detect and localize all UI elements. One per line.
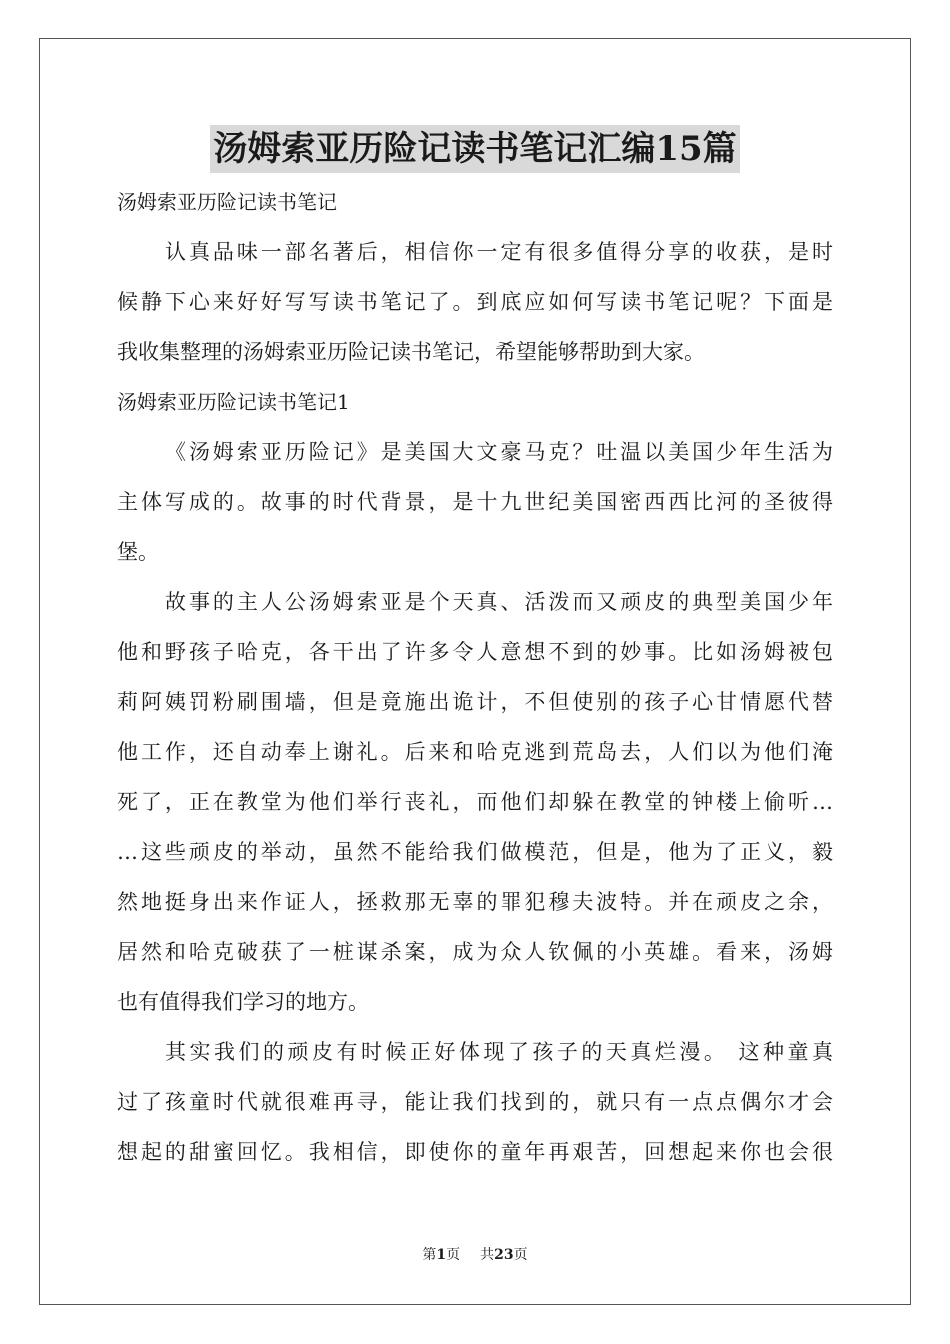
document-title: 汤姆索亚历险记读书笔记汇编15篇 [210,125,739,173]
para1-line: 主体写成的。故事的时代背景，是十九世纪美国密西西比河的圣彼得 [117,490,833,514]
page-number: 1 [436,1247,447,1263]
intro-line: 认真品味一部名著后，相信你一定有很多值得分享的收获，是时 [165,240,833,264]
para2-line: 莉阿姨罚粉刷围墙，但是竟施出诡计，不但使别的孩子心甘情愿代替 [117,690,833,714]
section-heading-1: 汤姆索亚历险记读书笔记1 [117,390,350,414]
para2-line: 也有值得我们学习的地方。 [117,990,369,1014]
para2-line: 他和野孩子哈克，各干出了许多令人意想不到的妙事。比如汤姆被包 [117,640,833,664]
para1-line: 《汤姆索亚历险记》是美国大文豪马克？吐温以美国少年生活为 [165,440,833,464]
para3-line: 想起的甜蜜回忆。我相信，即使你的童年再艰苦，回想起来你也会很 [117,1140,833,1164]
para2-line: 故事的主人公汤姆索亚是个天真、活泼而又顽皮的典型美国少年 [165,590,833,614]
para2-line: 他工作，还自动奉上谢礼。后来和哈克逃到荒岛去，人们以为他们淹 [117,740,833,764]
para1-line: 堡。 [117,540,159,564]
document-body [117,177,833,1177]
main-heading: 汤姆索亚历险记读书笔记 [117,190,337,214]
para3-line: 其实我们的顽皮有时候正好体现了孩子的天真烂漫。 这种童真 [165,1040,833,1064]
intro-line: 我收集整理的汤姆索亚历险记读书笔记，希望能够帮助到大家。 [117,340,705,364]
para2-line: …这些顽皮的举动，虽然不能给我们做模范，但是，他为了正义，毅 [117,840,833,864]
para2-line: 死了，正在教堂为他们举行丧礼，而他们却躲在教堂的钟楼上偷听… [117,790,833,814]
para2-line: 然地挺身出来作证人，拯救那无辜的罪犯穆夫波特。并在顽皮之余， [117,890,833,914]
intro-line: 候静下心来好好写写读书笔记了。到底应如何写读书笔记呢？下面是 [117,290,833,314]
document-title-container [0,125,950,173]
page-label-suffix: 页 [446,1247,461,1263]
para3-line: 过了孩童时代就很难再寻，能让我们找到的，就只有一点点偶尔才会 [117,1090,833,1114]
total-label-prefix: 共 [480,1247,495,1263]
total-pages: 23 [494,1247,514,1263]
para2-line: 居然和哈克破获了一桩谋杀案，成为众人钦佩的小英雄。看来，汤姆 [117,940,833,964]
page-label-prefix: 第 [422,1247,437,1263]
total-label-suffix: 页 [513,1247,528,1263]
page-footer [0,1244,950,1264]
